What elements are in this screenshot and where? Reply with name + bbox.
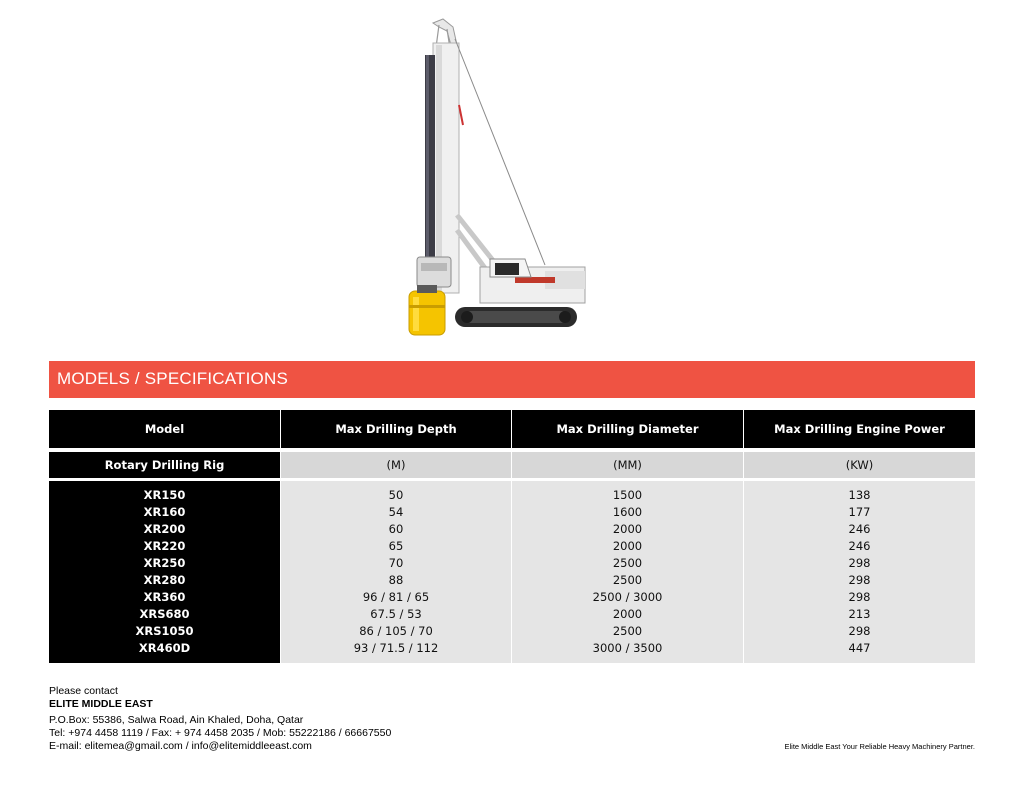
- depth-cell: 67.5 / 53: [370, 607, 422, 621]
- model-cell: XR220: [143, 539, 186, 553]
- depth-cell: 93 / 71.5 / 112: [353, 641, 439, 655]
- diameter-cell: 2500: [612, 556, 643, 570]
- depth-cell: 65: [388, 539, 404, 553]
- model-cell: XR280: [143, 573, 186, 587]
- unit-power: (KW): [743, 452, 975, 478]
- contact-address: P.O.Box: 55386, Salwa Road, Ain Khaled, Doha, Qatar: [49, 714, 304, 726]
- contact-block: [49, 685, 391, 753]
- depth-cell: 60: [388, 522, 404, 536]
- table-body: [49, 481, 975, 663]
- depth-column: [280, 481, 511, 663]
- units-row: [49, 452, 975, 478]
- header-max-drilling-diameter: Max Drilling Diameter: [511, 410, 743, 448]
- diameter-cell: 2500: [612, 624, 643, 638]
- diameter-cell: 1500: [612, 488, 643, 502]
- depth-cell: 86 / 105 / 70: [359, 624, 433, 638]
- diameter-column: [511, 481, 743, 663]
- power-cell: 298: [848, 556, 871, 570]
- power-cell: 213: [848, 607, 871, 621]
- power-cell: 246: [848, 539, 871, 553]
- model-column: [49, 481, 280, 663]
- header-model: Model: [144, 422, 185, 436]
- power-cell: 298: [848, 573, 871, 587]
- depth-cell: 70: [388, 556, 404, 570]
- diameter-cell: 2500 / 3000: [592, 590, 663, 604]
- unit-diameter: (MM): [511, 452, 743, 478]
- power-cell: 177: [848, 505, 871, 519]
- contact-phones: Tel: +974 4458 1119 / Fax: + 974 4458 2035 / Mob: 55222186 / 66667550: [49, 727, 392, 739]
- section-title: MODELS / SPECIFICATIONS: [57, 369, 288, 388]
- section-banner: [49, 361, 975, 398]
- model-cell: XR200: [143, 522, 186, 536]
- header-max-drilling-depth: Max Drilling Depth: [280, 410, 511, 448]
- power-cell: 298: [848, 590, 871, 604]
- depth-cell: 50: [388, 488, 404, 502]
- power-cell: 447: [848, 641, 871, 655]
- contact-email: E-mail: elitemea@gmail.com / info@elitemiddleeast.com: [49, 740, 312, 752]
- model-cell: XR160: [143, 505, 186, 519]
- diameter-cell: 1600: [612, 505, 643, 519]
- model-cell: XR150: [143, 488, 186, 502]
- rotary-drilling-rig-image: [395, 15, 595, 345]
- power-column: [743, 481, 975, 663]
- specifications-table: [49, 410, 975, 663]
- company-tagline: Elite Middle East Your Reliable Heavy Machinery Partner.: [784, 742, 975, 751]
- model-cell: XR460D: [138, 641, 191, 655]
- model-cell: XRS680: [139, 607, 190, 621]
- header-max-engine-power: Max Drilling Engine Power: [743, 410, 975, 448]
- power-cell: 246: [848, 522, 871, 536]
- category-label: Rotary Drilling Rig: [49, 452, 280, 478]
- unit-depth: (M): [280, 452, 511, 478]
- depth-cell: 88: [388, 573, 404, 587]
- diameter-cell: 2500: [612, 573, 643, 587]
- diameter-cell: 2000: [612, 539, 643, 553]
- diameter-cell: 2000: [612, 607, 643, 621]
- contact-intro: Please contact: [49, 685, 118, 697]
- depth-cell: 54: [388, 505, 404, 519]
- model-cell: XR360: [143, 590, 186, 604]
- diameter-cell: 2000: [612, 522, 643, 536]
- model-cell: XR250: [143, 556, 186, 570]
- model-cell: XRS1050: [135, 624, 194, 638]
- table-header-row: [49, 410, 975, 448]
- power-cell: 298: [848, 624, 871, 638]
- depth-cell: 96 / 81 / 65: [362, 590, 430, 604]
- power-cell: 138: [848, 488, 871, 502]
- company-name: ELITE MIDDLE EAST: [49, 698, 153, 710]
- diameter-cell: 3000 / 3500: [592, 641, 663, 655]
